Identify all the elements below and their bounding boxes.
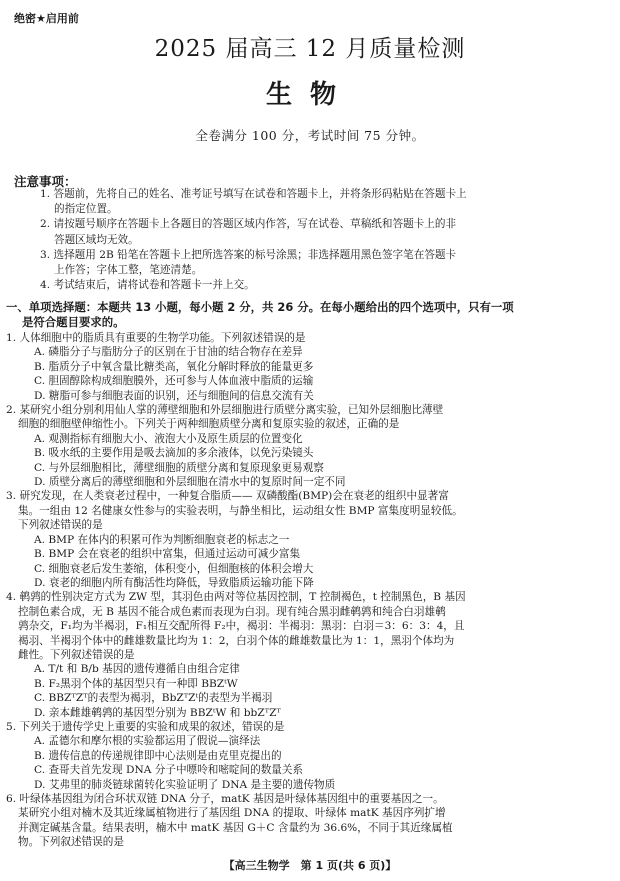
question-option: A. T/t 和 B/b 基因的遗传遵循自由组合定律 xyxy=(34,663,240,676)
notice-line: 答题区域均无效。 xyxy=(54,233,139,246)
question-stem: 5. 下列关于遗传学史上重要的实验和成果的叙述，错误的是 xyxy=(6,720,285,733)
notice-list xyxy=(40,187,608,293)
confidential-mark: 绝密★启用前 xyxy=(14,12,79,25)
question-option: D. 艾弗里的肺炎链球菌转化实验证明了 DNA 是主要的遗传物质 xyxy=(34,778,336,791)
section-heading-line: 是符合题目要求的。 xyxy=(22,315,125,329)
question-option: C. 胆固醇除构成细胞膜外，还可参与人体血液中脂质的运输 xyxy=(34,375,314,388)
question-option: A. 观测指标有细胞大小、液泡大小及原生质层的位置变化 xyxy=(34,432,303,445)
question-stem: 3. 研究发现，在人类衰老过程中，一种复合脂质—— 双磷酸酯(BMP)会在衰老的组织中显著富 xyxy=(6,490,449,503)
question-stem: 控制色素合成，无 B 基因不能合成色素而表现为白羽。现有纯合黑羽雌鹌鹑和纯合白羽雄鹌 xyxy=(18,605,446,618)
notice-line: 上作答；字体工整，笔迹清楚。 xyxy=(54,264,203,277)
question-option: B. F₂黑羽个体的基因型只有一种即 BBZᵗW xyxy=(34,677,238,690)
question-option: D. 质壁分离后的薄壁细胞和外层细胞在清水中的复原时间一定不同 xyxy=(34,476,346,489)
question-stem: 集。一组由 12 名健康女性参与的实验表明，与静坐相比，运动组女性 BMP 富集度明显较低。 xyxy=(18,504,463,517)
notice-line: 2. 请按题号顺序在答题卡上各题目的答题区域内作答，写在试卷、草稿纸和答题卡上的非 xyxy=(40,218,457,231)
question-stem: 6. 叶绿体基因组为闭合环状双链 DNA 分子，matK 基因是叶绿体基因组中的重要基因之一。 xyxy=(6,793,444,805)
score-line: 全卷满分 100 分，考试时间 75 分钟。 xyxy=(195,128,425,143)
question-stem: 并测定碱基含量。结果表明，楠木中 matK 基因 G＋C 含量约为 36.6%，不同于其近缘属植 xyxy=(18,821,453,834)
question-stem: 某研究小组对楠木及其近缘属植物进行了基因组 DNA 的提取、叶绿体 matK 基因序列扩增 xyxy=(18,807,446,820)
subject-title: 生物 xyxy=(265,80,354,110)
question-option: C. 细胞衰老后发生萎缩，体积变小，但细胞核的体积会增大 xyxy=(34,562,314,575)
question-option: C. 查哥夫首先发现 DNA 分子中嘌呤和嘧啶间的数量关系 xyxy=(34,764,304,777)
question-option: A. BMP 在体内的积累可作为判断细胞衰老的标志之一 xyxy=(34,533,290,546)
question-option: B. BMP 会在衰老的组织中富集，但通过运动可减少富集 xyxy=(34,548,301,561)
question-stem: 下列叙述错误的是 xyxy=(18,519,103,532)
notice-line: 4. 考试结束后，请将试卷和答题卡一并上交。 xyxy=(40,279,255,292)
notice-heading: 注意事项： xyxy=(14,174,77,189)
question-list xyxy=(6,331,612,850)
section-heading-line: 一、单项选择题：本题共 13 小题，每小题 2 分，共 26 分。在每小题给出的四个选项中，只有一项 xyxy=(6,300,514,314)
question-option: D. 亲本雌雄鹌鹑的基因型分别为 BBZᵗW 和 bbZᵀZᵀ xyxy=(34,706,281,719)
question-stem: 4. 鹌鹑的性别决定方式为 ZW 型，其羽色由两对等位基因控制，T 控制褐色，t 控制黑色，B 基因 xyxy=(6,591,466,604)
question-stem: 细胞的细胞壁伸缩性小。下列关于两种细胞质壁分离和复原实验的叙述，正确的是 xyxy=(18,418,400,431)
notice-line: 的指定位置。 xyxy=(54,203,118,216)
question-option: D. 衰老的细胞内所有酶活性均降低，导致脂质运输功能下降 xyxy=(34,576,314,589)
question-stem: 雌性。下列叙述错误的是 xyxy=(18,648,135,661)
question-option: D. 糖脂可参与细胞表面的识别，还与细胞间的信息交流有关 xyxy=(34,389,314,402)
question-option: B. 脂质分子中氧含量比糖类高，氧化分解时释放的能量更多 xyxy=(34,360,314,373)
question-stem: 1. 人体细胞中的脂质具有重要的生物学功能。下列叙述错误的是 xyxy=(6,332,306,344)
question-option: A. 磷脂分子与脂肪分子的区别在于甘油的结合物存在差异 xyxy=(34,346,303,359)
page-footer: 【高三生物学 第 1 页(共 6 页)】 xyxy=(223,859,397,872)
notice-line: 3. 选择题用 2B 铅笔在答题卡上把所选答案的标号涂黑；非选择题用黑色签字笔在答题卡 xyxy=(40,248,457,261)
section-heading xyxy=(6,300,610,330)
exam-title: 2025 届高三 12 月质量检测 xyxy=(154,36,466,62)
question-stem: 褐羽、半褐羽个体中的雌雄数量比均为 1：2，白羽个体的雌雄数量比为 1：1，黑羽个体均为 xyxy=(18,634,455,647)
question-option: B. 吸水纸的主要作用是吸去滴加的多余液体，以免污染镜头 xyxy=(34,447,314,460)
question-option: B. 遗传信息的传递规律即中心法则是由克里克提出的 xyxy=(34,749,282,762)
question-stem: 2. 某研究小组分别利用仙人掌的薄壁细胞和外层细胞进行质壁分离实验，已知外层细胞比薄壁 xyxy=(6,404,444,417)
question-stem: 鹑杂交，F₁均为半褐羽，F₁相互交配所得 F₂中，褐羽：半褐羽：黑羽：白羽＝3：6：3：4，且 xyxy=(18,620,465,633)
question-stem: 物。下列叙述错误的是 xyxy=(18,836,124,849)
question-option: A. 孟德尔和摩尔根的实验都运用了假说—演绎法 xyxy=(34,735,261,748)
question-option: C. BBZᵀZᵀ的表型为褐羽，BbZᵀZᵗ的表型为半褐羽 xyxy=(34,692,273,705)
question-option: C. 与外层细胞相比，薄壁细胞的质壁分离和复原现象更易观察 xyxy=(34,461,324,474)
notice-line: 1. 答题前，先将自己的姓名、准考证号填写在试卷和答题卡上，并将条形码粘贴在答题卡上 xyxy=(40,188,467,200)
